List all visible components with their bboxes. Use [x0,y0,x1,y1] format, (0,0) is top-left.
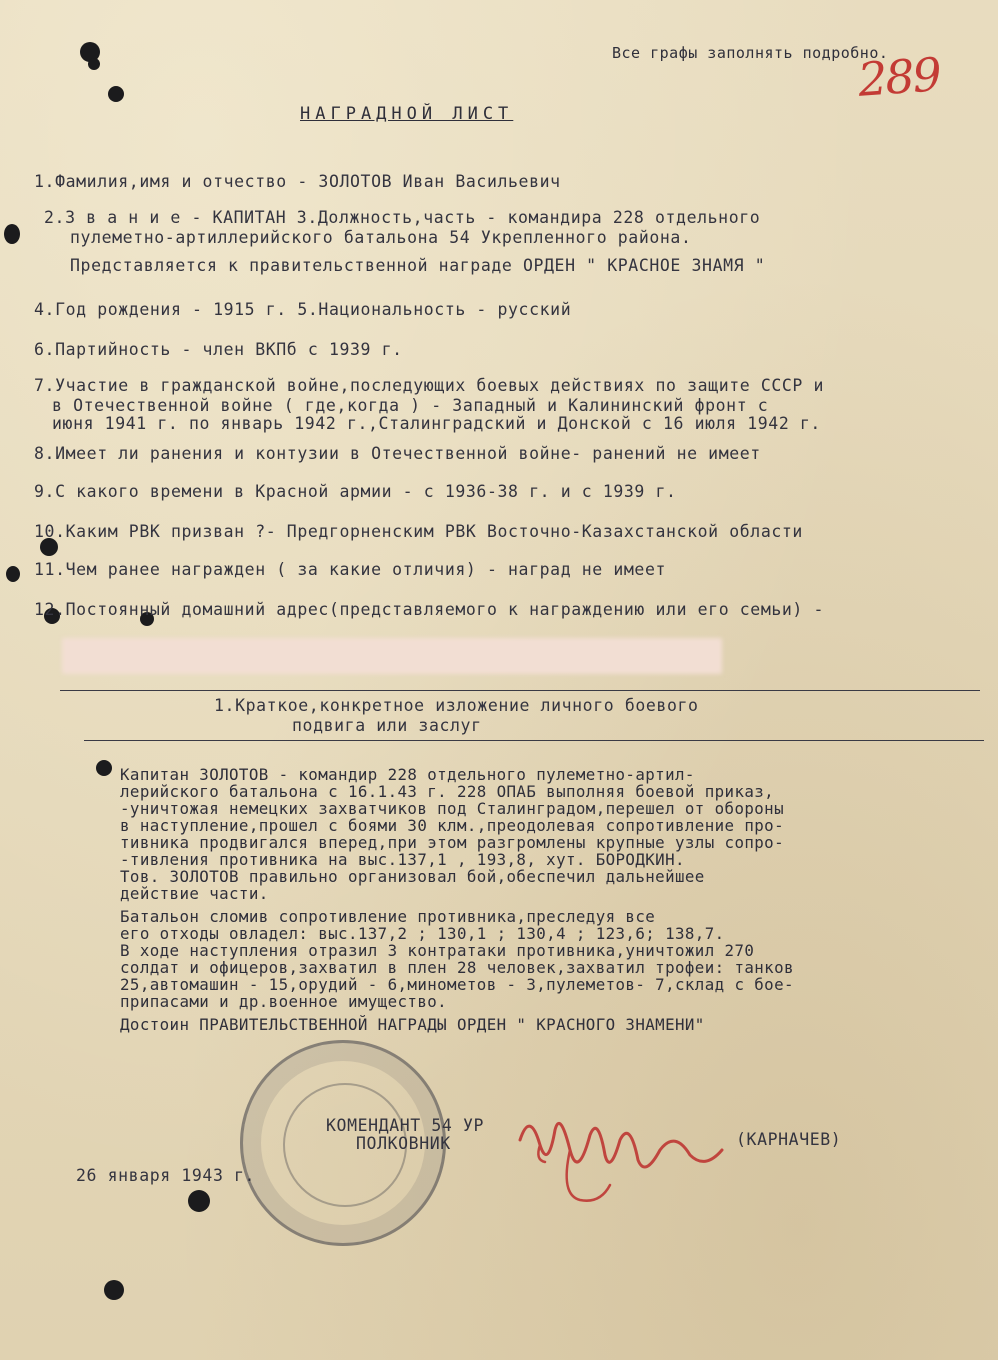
sheet-number: 289 [856,47,942,107]
field-name: 1.Фамилия,имя и отчество - ЗОЛОТОВ Иван Васильевич [34,172,561,191]
narrative-line: его отходы овладел: выс.137,2 ; 130,1 ; 130,4 ; 123,6; 138,7. [120,924,725,943]
punch-hole [6,566,20,582]
field-draft-office: 10.Каким РВК призван ?- Предгорненским РВК Восточно-Казахстанской области [34,522,803,541]
signer-name: (КАРНАЧЕВ) [736,1130,842,1149]
field-party: 6.Партийность - член ВКПб с 1939 г. [34,340,403,359]
narrative-line: -уничтожая немецких захватчиков под Сталинградом,перешел от обороны [120,799,785,818]
signer-rank: ПОЛКОВНИК [356,1134,451,1153]
narrative-line: действие части. [120,884,269,903]
narrative-line: 25,автомашин - 15,орудий - 6,минометов - 3,пулеметов- 7,склад с боe- [120,975,794,994]
field-rank-position: 2.З в а н и е - КАПИТАН 3.Должность,часть - командира 228 отдельного [44,208,761,227]
punch-hole [4,224,20,244]
divider-line [60,690,980,691]
narrative-line: Капитан ЗОЛОТОВ - командир 228 отдельного пулеметно-артил- [120,765,695,784]
handwritten-signature [500,1100,730,1210]
field-service: 9.С какого времени в Красной армии - с 1936-38 г. и с 1939 г. [34,482,677,501]
punch-hole [108,86,124,102]
field-unit: пулеметно-артиллерийского батальона 54 Укрепленного района. [70,228,692,247]
punch-hole [104,1280,124,1300]
field-wounds: 8.Имеет ли ранения и контузии в Отечественной войне- ранений не имеет [34,444,761,463]
signer-title: КОМЕНДАНТ 54 УР [326,1116,485,1135]
punch-hole [88,58,100,70]
field-participation-1: 7.Участие в гражданской войне,последующих боевых действиях по защите СССР и [34,376,825,395]
narrative-line: припасами и др.военное имущество. [120,992,448,1011]
narrative-line: солдат и офицеров,захватил в плен 28 человек,захватил трофеи: танков [120,958,794,977]
narrative-line: Тов. ЗОЛОТОВ правильно организовал бой,обеспечил дальнейшее [120,867,705,886]
narrative-line: лерийского батальона с 16.1.43 г. 228 ОПАБ выполняя боевой приказ, [120,782,775,801]
redacted-address [62,638,722,674]
narrative-line: в наступление,прошел с боями 30 клм.,преодолевая сопротивление про- [120,816,785,835]
narrative-text [120,766,990,1033]
field-award: Представляется к правительственной награде ОРДЕН " КРАСНОЕ ЗНАМЯ " [70,256,766,275]
field-birth-nationality: 4.Год рождения - 1915 г. 5.Национальность - русский [34,300,572,319]
field-home-address: 12.Постоянный домашний адрес(представляемого к награждению или его семьи) - [34,600,825,619]
narrative-line: В ходе наступления отразил 3 контратаки противника,уничтожил 270 [120,941,755,960]
punch-hole [188,1190,210,1212]
divider-line [84,740,984,741]
field-participation-3: июня 1941 г. по январь 1942 г.,Сталинградский и Донской с 16 июля 1942 г. [52,414,821,433]
punch-hole [96,760,112,776]
section-subheading: подвига или заслуг [292,716,482,735]
narrative-conclusion: Достоин ПРАВИТЕЛЬСТВЕННОЙ НАГРАДЫ ОРДЕН " КРАСНОГО ЗНАМЕНИ" [120,1015,705,1034]
field-participation-2: в Отечественной войне ( где,когда ) - Западный и Калининский фронт с [52,396,769,415]
narrative-line: тивника продвигался вперед,при этом разгромлены крупные узлы сопро- [120,833,785,852]
narrative-line: Батальон сломив сопротивление противника,преследуя все [120,907,656,926]
section-heading: 1.Краткое,конкретное изложение личного боевого [214,696,699,715]
document-date: 26 января 1943 г. [76,1166,256,1185]
narrative-line: -тивления противника на выс.137,1 , 193,8, хут. БОРОДКИН. [120,850,685,869]
header-note: Все графы заполнять подробно. [612,44,889,62]
document-title: НАГРАДНОЙ ЛИСТ [300,104,514,124]
field-previous-awards: 11.Чем ранее награжден ( за какие отличия) - наград не имеет [34,560,667,579]
